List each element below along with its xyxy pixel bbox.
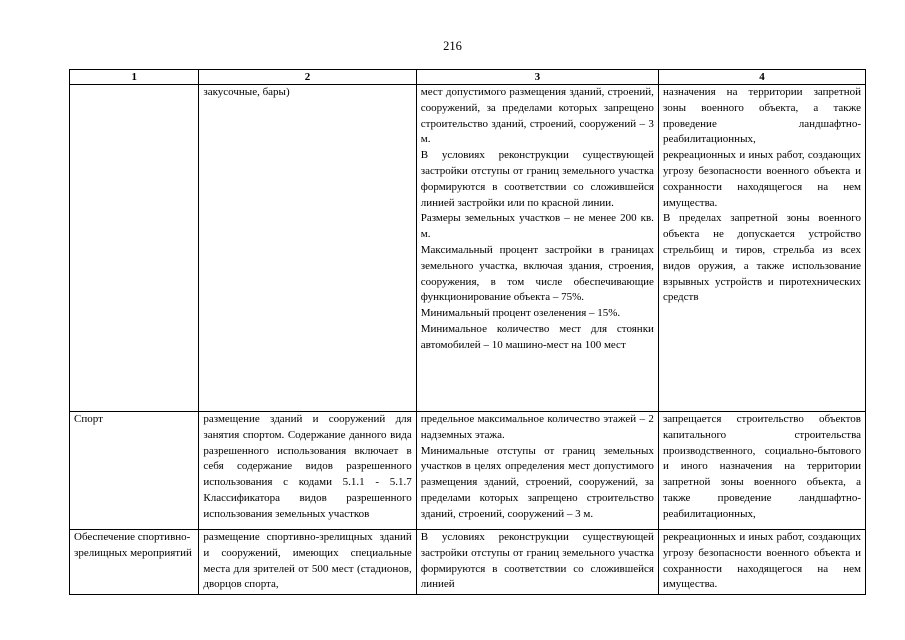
table-row — [70, 412, 866, 530]
table-cell-parameters — [416, 530, 658, 595]
table-cell-use-description — [199, 412, 416, 530]
page-number: 216 — [443, 39, 462, 53]
column-header-3: 3 — [416, 70, 658, 85]
cell-paragraph: Минимальные отступы от границ земельных участков в целях определения мест допустимого размещения зданий, строений, сооружений, за пределами которых запрещено строительство зданий, строений, сооружений – 3 м. — [420, 444, 654, 520]
cell-paragraph: размещение зданий и сооружений для занятия спортом. Содержание данного вида разрешенного использования включает в себя содержание видов разрешенного использования с кодами 5.1.1 - 5.1.7 Классификатора видов разрешенного использования земельных участков — [203, 413, 412, 520]
cell-paragraph: назначения на территории запретной зоны военного объекта, а также проведение ландшафтно-реабилитационных, — [662, 86, 861, 146]
table-cell-use-type: Спорт — [70, 412, 199, 530]
table-cell-parameters — [416, 412, 658, 530]
regulations-table — [69, 69, 866, 595]
column-header-4: 4 — [658, 70, 865, 85]
table-cell-restrictions — [658, 85, 865, 412]
table-cell-use-description — [199, 530, 416, 595]
table-cell-use-description — [199, 85, 416, 412]
column-header-2: 2 — [199, 70, 416, 85]
table-cell-use-type — [70, 85, 199, 412]
cell-paragraph: Размеры земельных участков – не менее 200 кв. м. — [420, 212, 654, 241]
table-cell-restrictions — [658, 412, 865, 530]
table-cell-parameters — [416, 85, 658, 412]
cell-paragraph: мест допустимого размещения зданий, строений, сооружений, за пределами которых запрещено строительство зданий, строений, сооружений – 3 м. — [420, 86, 654, 146]
cell-paragraph: Максимальный процент застройки в границах земельного участка, включая здания, строения, сооружения, в том числе обеспечивающие функционирование объекта – 75%. — [420, 243, 654, 304]
cell-paragraph: В условиях реконструкции существующей застройки отступы от границ земельного участка формируются в соответствии со сложившейся линией застройки или по красной линии. — [420, 149, 654, 209]
cell-paragraph: закусочные, бары) — [203, 86, 290, 98]
cell-paragraph: рекреационных и иных работ, создающих угрозу безопасности военного объекта и сохранности находящегося на нем имущества. — [662, 149, 861, 209]
cell-paragraph: размещение спортивно-зрелищных зданий и сооружений, имеющих специальные места для зрителей от 500 мест (стадионов, дворцов спорта, — [203, 531, 412, 591]
table-cell-restrictions — [658, 530, 865, 595]
table-row — [70, 85, 866, 412]
cell-paragraph: В условиях реконструкции существующей застройки отступы от границ земельного участка формируются в соответствии со сложившейся линией — [420, 531, 654, 591]
column-header-1: 1 — [70, 70, 199, 85]
cell-paragraph: запрещается строительство объектов капитального строительства производственного, социально-бытового и иного назначения на территории запретной зоны военного объекта, а также проведение ландшафтно-реабилитационных, — [662, 413, 861, 520]
table-cell-use-type: Обеспечение спортивно-зрелищных мероприятий — [70, 530, 199, 595]
table-row — [70, 530, 866, 595]
cell-paragraph: В пределах запретной зоны военного объекта не допускается устройство стрельбищ и тиров, стрельба из всех видов оружия, а также использование взрывных устройств и пиротехнических средств — [662, 212, 861, 304]
cell-paragraph: Минимальное количество мест для стоянки автомобилей – 10 машино-мест на 100 мест — [420, 322, 654, 351]
cell-paragraph: Минимальный процент озеленения – 15%. — [420, 307, 621, 320]
cell-paragraph: предельное максимальное количество этажей – 2 надземных этажа. — [420, 413, 654, 441]
cell-paragraph: рекреационных и иных работ, создающих угрозу безопасности военного объекта и сохранности находящегося на нем имущества. — [662, 531, 861, 591]
table-header-row — [70, 70, 866, 85]
